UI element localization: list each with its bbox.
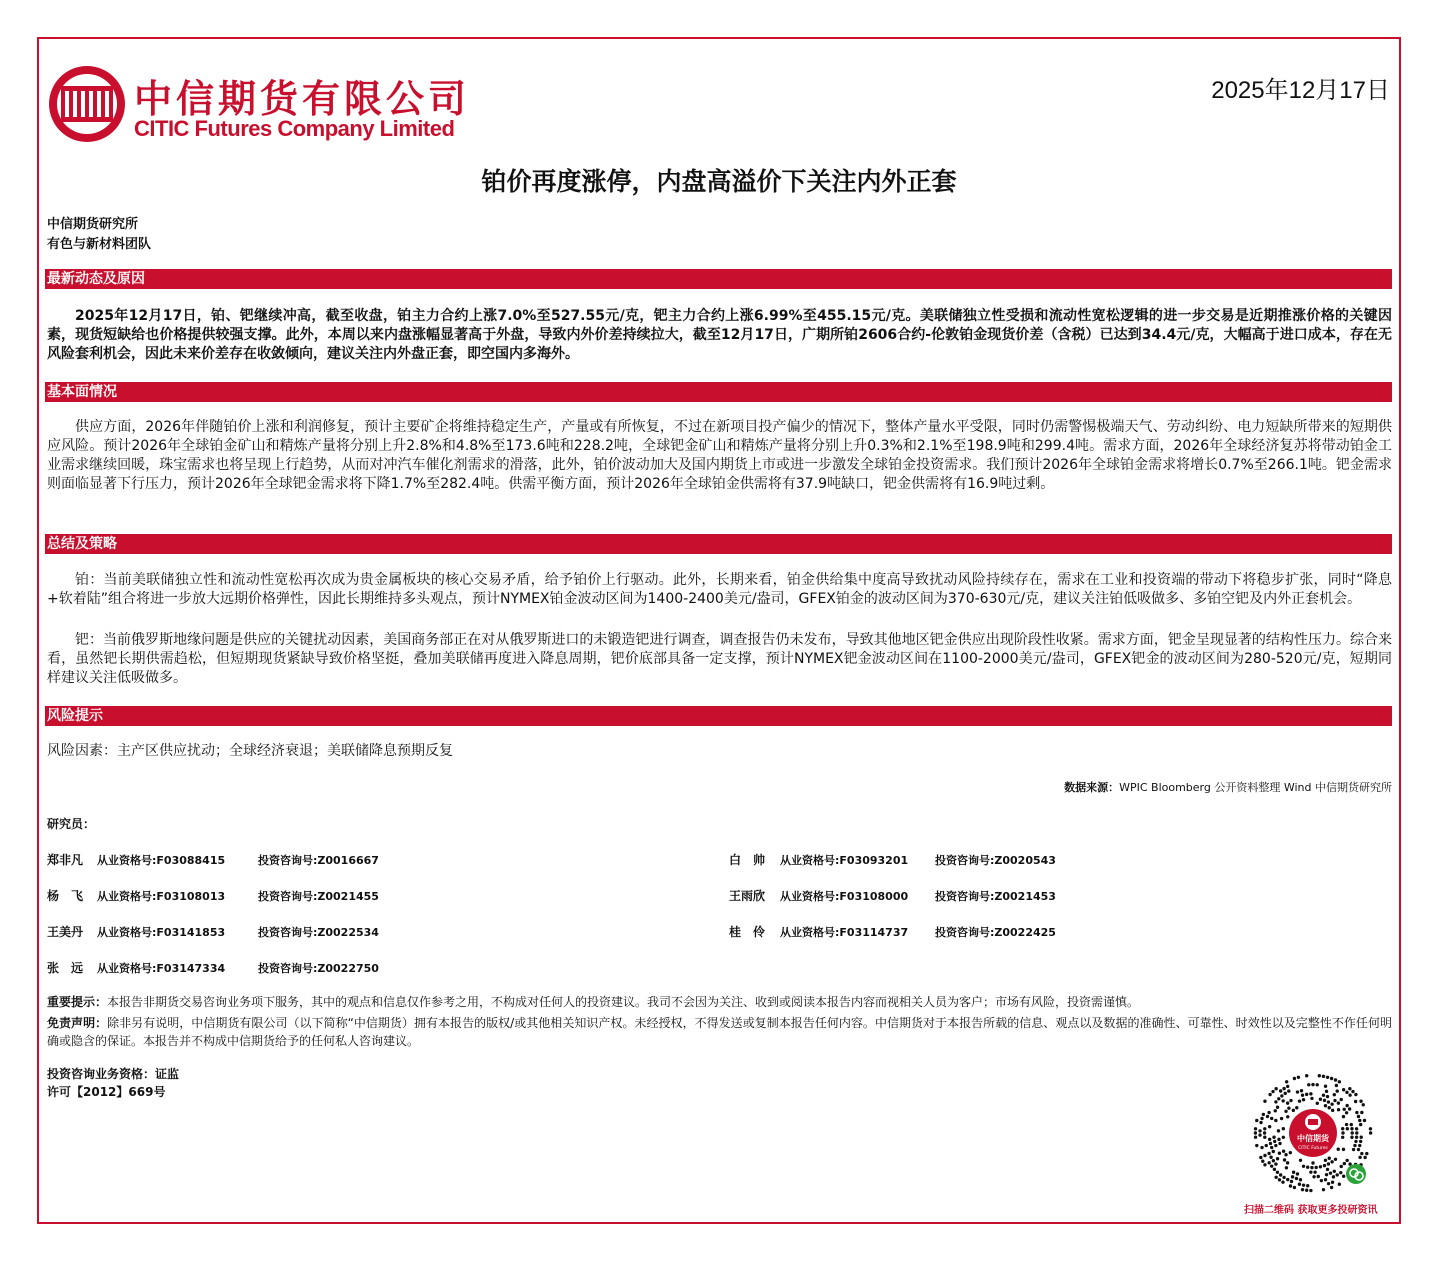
data-source [1064, 779, 1392, 795]
researcher-consult-id: 投资咨询号:Z0020543 [935, 854, 1056, 867]
important-notice-text: 本报告非期货交易咨询业务项下服务，其中的观点和信息仅作参考之用，不构成对任何人的投资建议。我司不会因为关注、收到或阅读本报告内容而视相关人员为客户；市场有风险，投资需谨慎。 [107, 995, 1140, 1009]
section-heading-latest: 最新动态及原因 [45, 269, 1392, 289]
license-line-1: 投资咨询业务资格：证监 [47, 1067, 180, 1081]
data-source-label: 数据来源： [1064, 781, 1120, 794]
team-name: 有色与新材料团队 [47, 237, 152, 252]
disclaimer-text: 除非另有说明，中信期货有限公司（以下简称“中信期货）拥有本报告的版权/或其他相关知识产权。未经授权，不得发送或复制本报告任何内容。中信期货对于本报告所载的信息、观点以及数据的准确性、可靠性、时效性以及完整性不作任何明确或隐含的保证。本报告并不构成中信期货给予的任何私人咨询建议。 [47, 1016, 1392, 1048]
qr-code-icon[interactable] [1250, 1070, 1376, 1196]
latest-paragraph: 2025年12月17日，铂、钯继续冲高，截至收盘，铂主力合约上涨7.0%至527.55元/克，钯主力合约上涨6.99%至455.15元/克。美联储独立性受损和流动性宽松逻辑的进一步交易是近期推涨价格的关键因素，现货短缺给也价格提供较强支撑。此外，本周以来内盘涨幅显著高于外盘，导致内外价差持续拉大，截至12月17日，广期所铂2606合约-伦敦铂金现货价差（含税）已达到34.4元/克，大幅高于进口成本，存在无风险套利机会，因此未来价差存在收敛倾向，建议关注内外盘正套，即空国内多海外。 [47, 308, 1392, 362]
company-name-en: CITIC Futures Company Limited [134, 116, 455, 141]
researcher-consult-id: 投资咨询号:Z0022534 [258, 926, 379, 939]
data-source-value: WPIC Bloomberg 公开资料整理 Wind 中信期货研究所 [1119, 781, 1392, 794]
qr-caption: 扫描二维码 获取更多投研资讯 [1244, 1205, 1378, 1216]
report-title: 铂价再度涨停，内盘高溢价下关注内外正套 [481, 167, 957, 196]
company-name-cn: 中信期货有限公司 [134, 76, 471, 121]
researcher-consult-id: 投资咨询号:Z0021455 [258, 890, 379, 903]
researcher-consult-id: 投资咨询号:Z0022425 [935, 926, 1056, 939]
researchers-label: 研究员： [47, 817, 96, 831]
section-heading-fundamentals: 基本面情况 [45, 382, 1392, 402]
researcher-qualification: 从业资格号:F03108000 [780, 890, 909, 903]
researcher-name: 桂 伶 [729, 925, 766, 939]
institute-name: 中信期货研究所 [47, 217, 139, 232]
researcher-name: 张 远 [47, 961, 84, 975]
researcher-qualification: 从业资格号:F03141853 [97, 926, 226, 939]
report-date: 2025年12月17日 [1211, 77, 1390, 104]
risk-paragraph: 风险因素：主产区供应扰动；全球经济衰退；美联储降息预期反复 [47, 743, 453, 759]
section-heading-strategy: 总结及策略 [45, 534, 1392, 554]
researcher-consult-id: 投资咨询号:Z0021453 [935, 890, 1056, 903]
strategy-platinum-paragraph: 铂：当前美联储独立性和流动性宽松再次成为贵金属板块的核心交易矛盾，给予铂价上行驱动。此外，长期来看，铂金供给集中度高导致扰动风险持续存在，需求在工业和投资端的带动下将稳步扩张，同时“降息+软着陆”组合将进一步放大远期价格弹性，因此长期维持多头观点，预计NYMEX铂金波动区间为1400-2400美元/盎司，GFEX铂金的波动区间为370-630元/克，建议关注铂低吸做多、多铂空钯及内外正套机会。 [47, 572, 1392, 607]
qr-logo-text: 中信期货 [1297, 1134, 1329, 1143]
researcher-consult-id: 投资咨询号:Z0016667 [258, 854, 379, 867]
researcher-name: 王雨欣 [729, 889, 766, 903]
strategy-palladium-paragraph: 钯：当前俄罗斯地缘问题是供应的关键扰动因素，美国商务部正在对从俄罗斯进口的未锻造钯进行调查，调查报告仍未发布，导致其他地区钯金供应出现阶段性收紧。需求方面，钯金呈现显著的结构性压力。综合来看，虽然钯长期供需趋松，但短期现货紧缺导致价格坚挺，叠加美联储再度进入降息周期，钯价底部具备一定支撑，预计NYMEX钯金波动区间在1100-2000美元/盎司，GFEX钯金的波动区间为280-520元/克，短期同样建议关注低吸做多。 [47, 632, 1392, 686]
disclaimer [47, 1014, 1392, 1050]
important-notice-label: 重要提示： [47, 995, 108, 1009]
researcher-name: 王美丹 [47, 925, 84, 939]
researcher-qualification: 从业资格号:F03088415 [97, 854, 226, 867]
section-heading-risk: 风险提示 [45, 706, 1392, 726]
researcher-name: 白 帅 [729, 853, 766, 867]
researcher-name: 郑非凡 [47, 853, 84, 867]
fundamentals-paragraph: 供应方面，2026年伴随铂价上涨和利润修复，预计主要矿企将维持稳定生产，产量或有所恢复，不过在新项目投产偏少的情况下，整体产量水平受限，同时仍需警惕极端天气、劳动纠纷、电力短缺所带来的短期供应风险。预计2026年全球铂金矿山和精炼产量将分别上升2.8%和4.8%至173.6吨和228.2吨，全球钯金矿山和精炼产量将分别上升0.3%和2.1%至198.9吨和299.4吨。需求方面，2026年全球经济复苏将带动铂金工业需求继续回暖，珠宝需求也将呈现上行趋势，从而对冲汽车催化剂需求的滑落，此外，铂价波动加大及国内期货上市或进一步激发全球铂金投资需求。我们预计2026年全球铂金需求将增长0.7%至266.1吨。钯金需求则面临显著下行压力，预计2026年全球钯金需求将下降1.7%至282.4吨。供需平衡方面，预计2026年全球铂金供需将有37.9吨缺口，钯金供需将有16.9吨过剩。 [47, 419, 1392, 492]
qr-logo-subtext: CITIC Futures [1298, 1146, 1328, 1151]
researcher-name: 杨 飞 [47, 889, 84, 903]
important-notice [47, 993, 1392, 1011]
citic-logo-icon [47, 64, 127, 144]
researcher-consult-id: 投资咨询号:Z0022750 [258, 962, 379, 975]
researcher-qualification: 从业资格号:F03108013 [97, 890, 226, 903]
disclaimer-label: 免责声明： [47, 1016, 108, 1030]
researcher-qualification: 从业资格号:F03114737 [780, 926, 909, 939]
license-line-2: 许可【2012】669号 [47, 1085, 166, 1099]
researcher-qualification: 从业资格号:F03147334 [97, 962, 226, 975]
researcher-qualification: 从业资格号:F03093201 [780, 854, 909, 867]
